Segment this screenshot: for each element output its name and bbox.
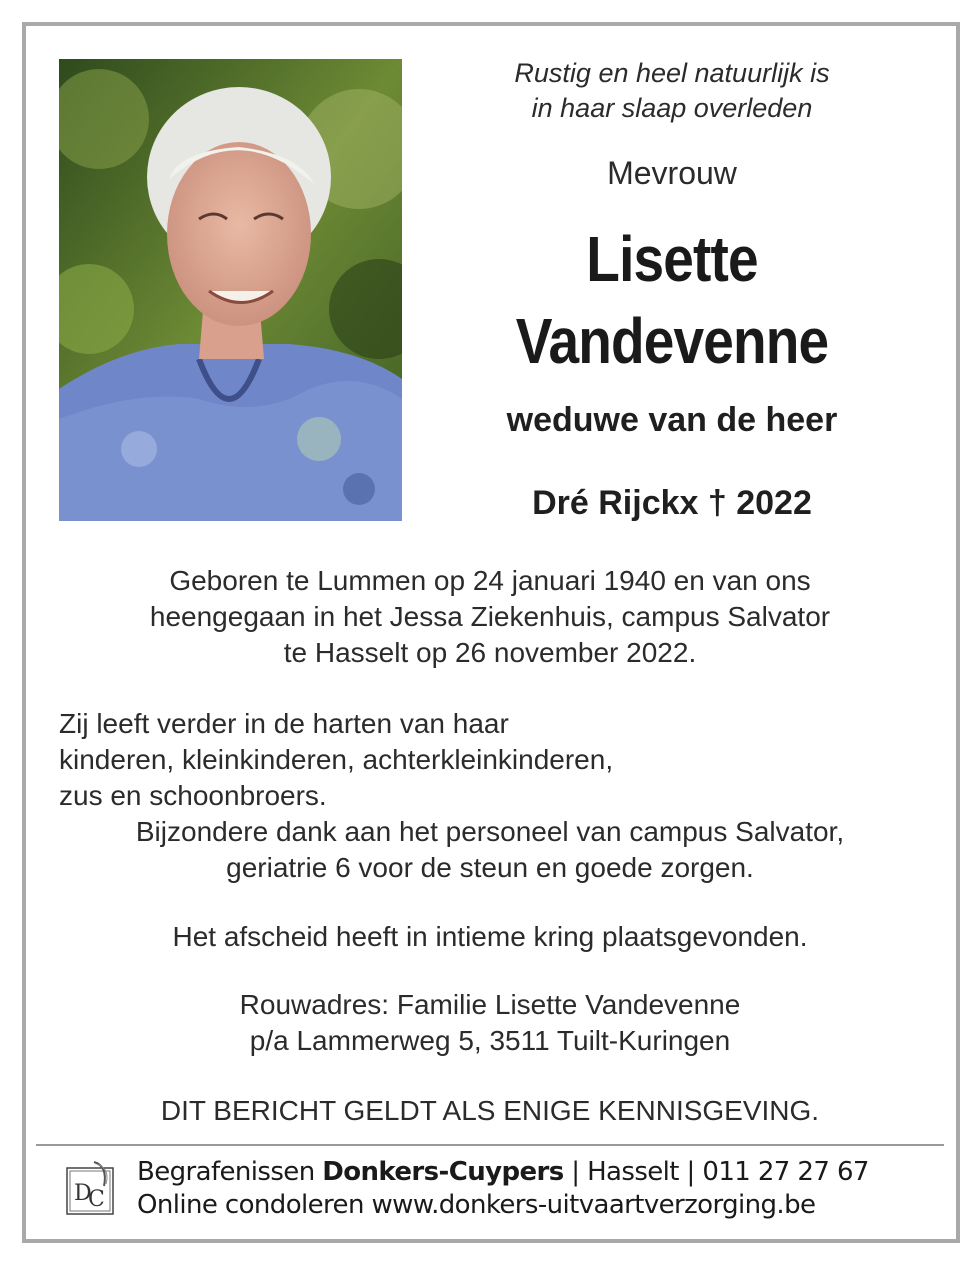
official-notice: DIT BERICHT GELDT ALS ENIGE KENNISGEVING.: [160, 1095, 820, 1126]
paragraph-line: te Hasselt op 26 november 2022.: [283, 637, 697, 668]
city-phone: | Hasselt | 011 27 27 67: [563, 1157, 869, 1187]
paragraph-line: zus en schoonbroers.: [59, 780, 327, 811]
deceased-first-name: Lisette: [586, 223, 758, 295]
spouse-name: Dré Rijckx † 2022: [532, 484, 812, 522]
paragraph-line: geriatrie 6 voor de steun en goede zorgen.: [226, 852, 754, 883]
funeral-home-logo: [64, 1160, 118, 1218]
funeral-home-info: [137, 1156, 869, 1222]
intro-line: Rustig en heel natuurlijk is: [514, 58, 830, 88]
intro-line: in haar slaap overleden: [531, 93, 813, 123]
online-condolence-line: Online condoleren www.donkers-uitvaartverzorging.be: [137, 1190, 816, 1220]
legacy-paragraph: [59, 706, 613, 814]
intro-text: [452, 56, 892, 126]
paragraph-line: heengegaan in het Jessa Ziekenhuis, campus Salvator: [149, 601, 831, 632]
relation-text: weduwe van de heer: [506, 401, 838, 439]
footer-prefix: Begrafenissen: [137, 1157, 323, 1187]
address-line: Rouwadres: Familie Lisette Vandevenne: [239, 989, 741, 1020]
thanks-paragraph: [40, 814, 940, 886]
farewell-text: Het afscheid heeft in intieme kring plaatsgevonden.: [172, 921, 808, 952]
mourning-address: [40, 987, 940, 1059]
address-line: p/a Lammerweg 5, 3511 Tuilt-Kuringen: [249, 1025, 731, 1056]
deceased-last-name: Vandevenne: [515, 305, 829, 377]
svg-text:D: D: [74, 1181, 92, 1206]
paragraph-line: Bijzondere dank aan het personeel van campus Salvator,: [135, 816, 845, 847]
funeral-home-name: Donkers-Cuypers: [322, 1157, 564, 1187]
funeral-home-line: [137, 1156, 869, 1189]
birth-death-paragraph: [40, 563, 940, 671]
svg-text:C: C: [88, 1187, 105, 1212]
paragraph-line: Geboren te Lummen op 24 januari 1940 en van ons: [169, 565, 811, 596]
paragraph-line: Zij leeft verder in de harten van haar: [59, 708, 509, 739]
portrait-photo: [59, 59, 402, 521]
footer-divider: [36, 1144, 944, 1146]
paragraph-line: kinderen, kleinkinderen, achterkleinkinderen,: [59, 744, 614, 775]
honorific: Mevrouw: [607, 155, 737, 191]
